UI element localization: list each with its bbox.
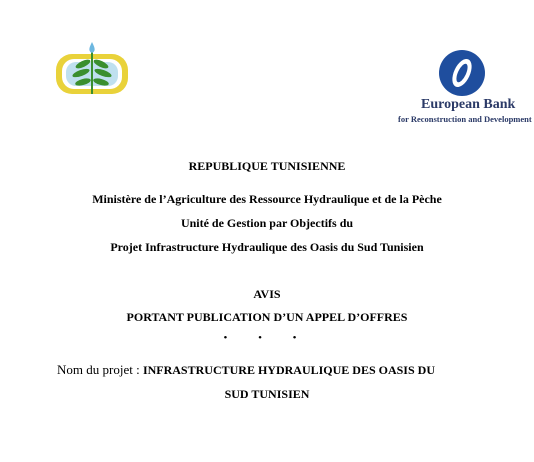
republic-heading: REPUBLIQUE TUNISIENNE (188, 159, 346, 173)
notice-subtitle: PORTANT PUBLICATION D’UN APPEL D’OFFRES (126, 310, 408, 324)
notice-title: AVIS (253, 287, 281, 301)
olive-branch-logo-icon (54, 40, 132, 98)
bank-subtitle: for Reconstruction and Development (398, 114, 532, 124)
project-name-part1: INFRASTRUCTURE HYDRAULIQUE DES OASIS DU (142, 363, 435, 377)
ebrd-logo-icon (437, 48, 487, 98)
project-name-line (57, 362, 435, 378)
project-label: Nom du projet : (57, 362, 143, 377)
project-program-line: Projet Infrastructure Hydraulique des Oasis du Sud Tunisien (110, 240, 424, 254)
project-name-part2: SUD TUNISIEN (224, 387, 310, 401)
bank-name: European Bank (421, 97, 516, 112)
ministry-line: Ministère de l’Agriculture des Ressource Hydraulique et de la Pèche (92, 192, 442, 206)
separator-dots: • • • (223, 332, 311, 344)
unit-line: Unité de Gestion par Objectifs du (180, 216, 354, 230)
